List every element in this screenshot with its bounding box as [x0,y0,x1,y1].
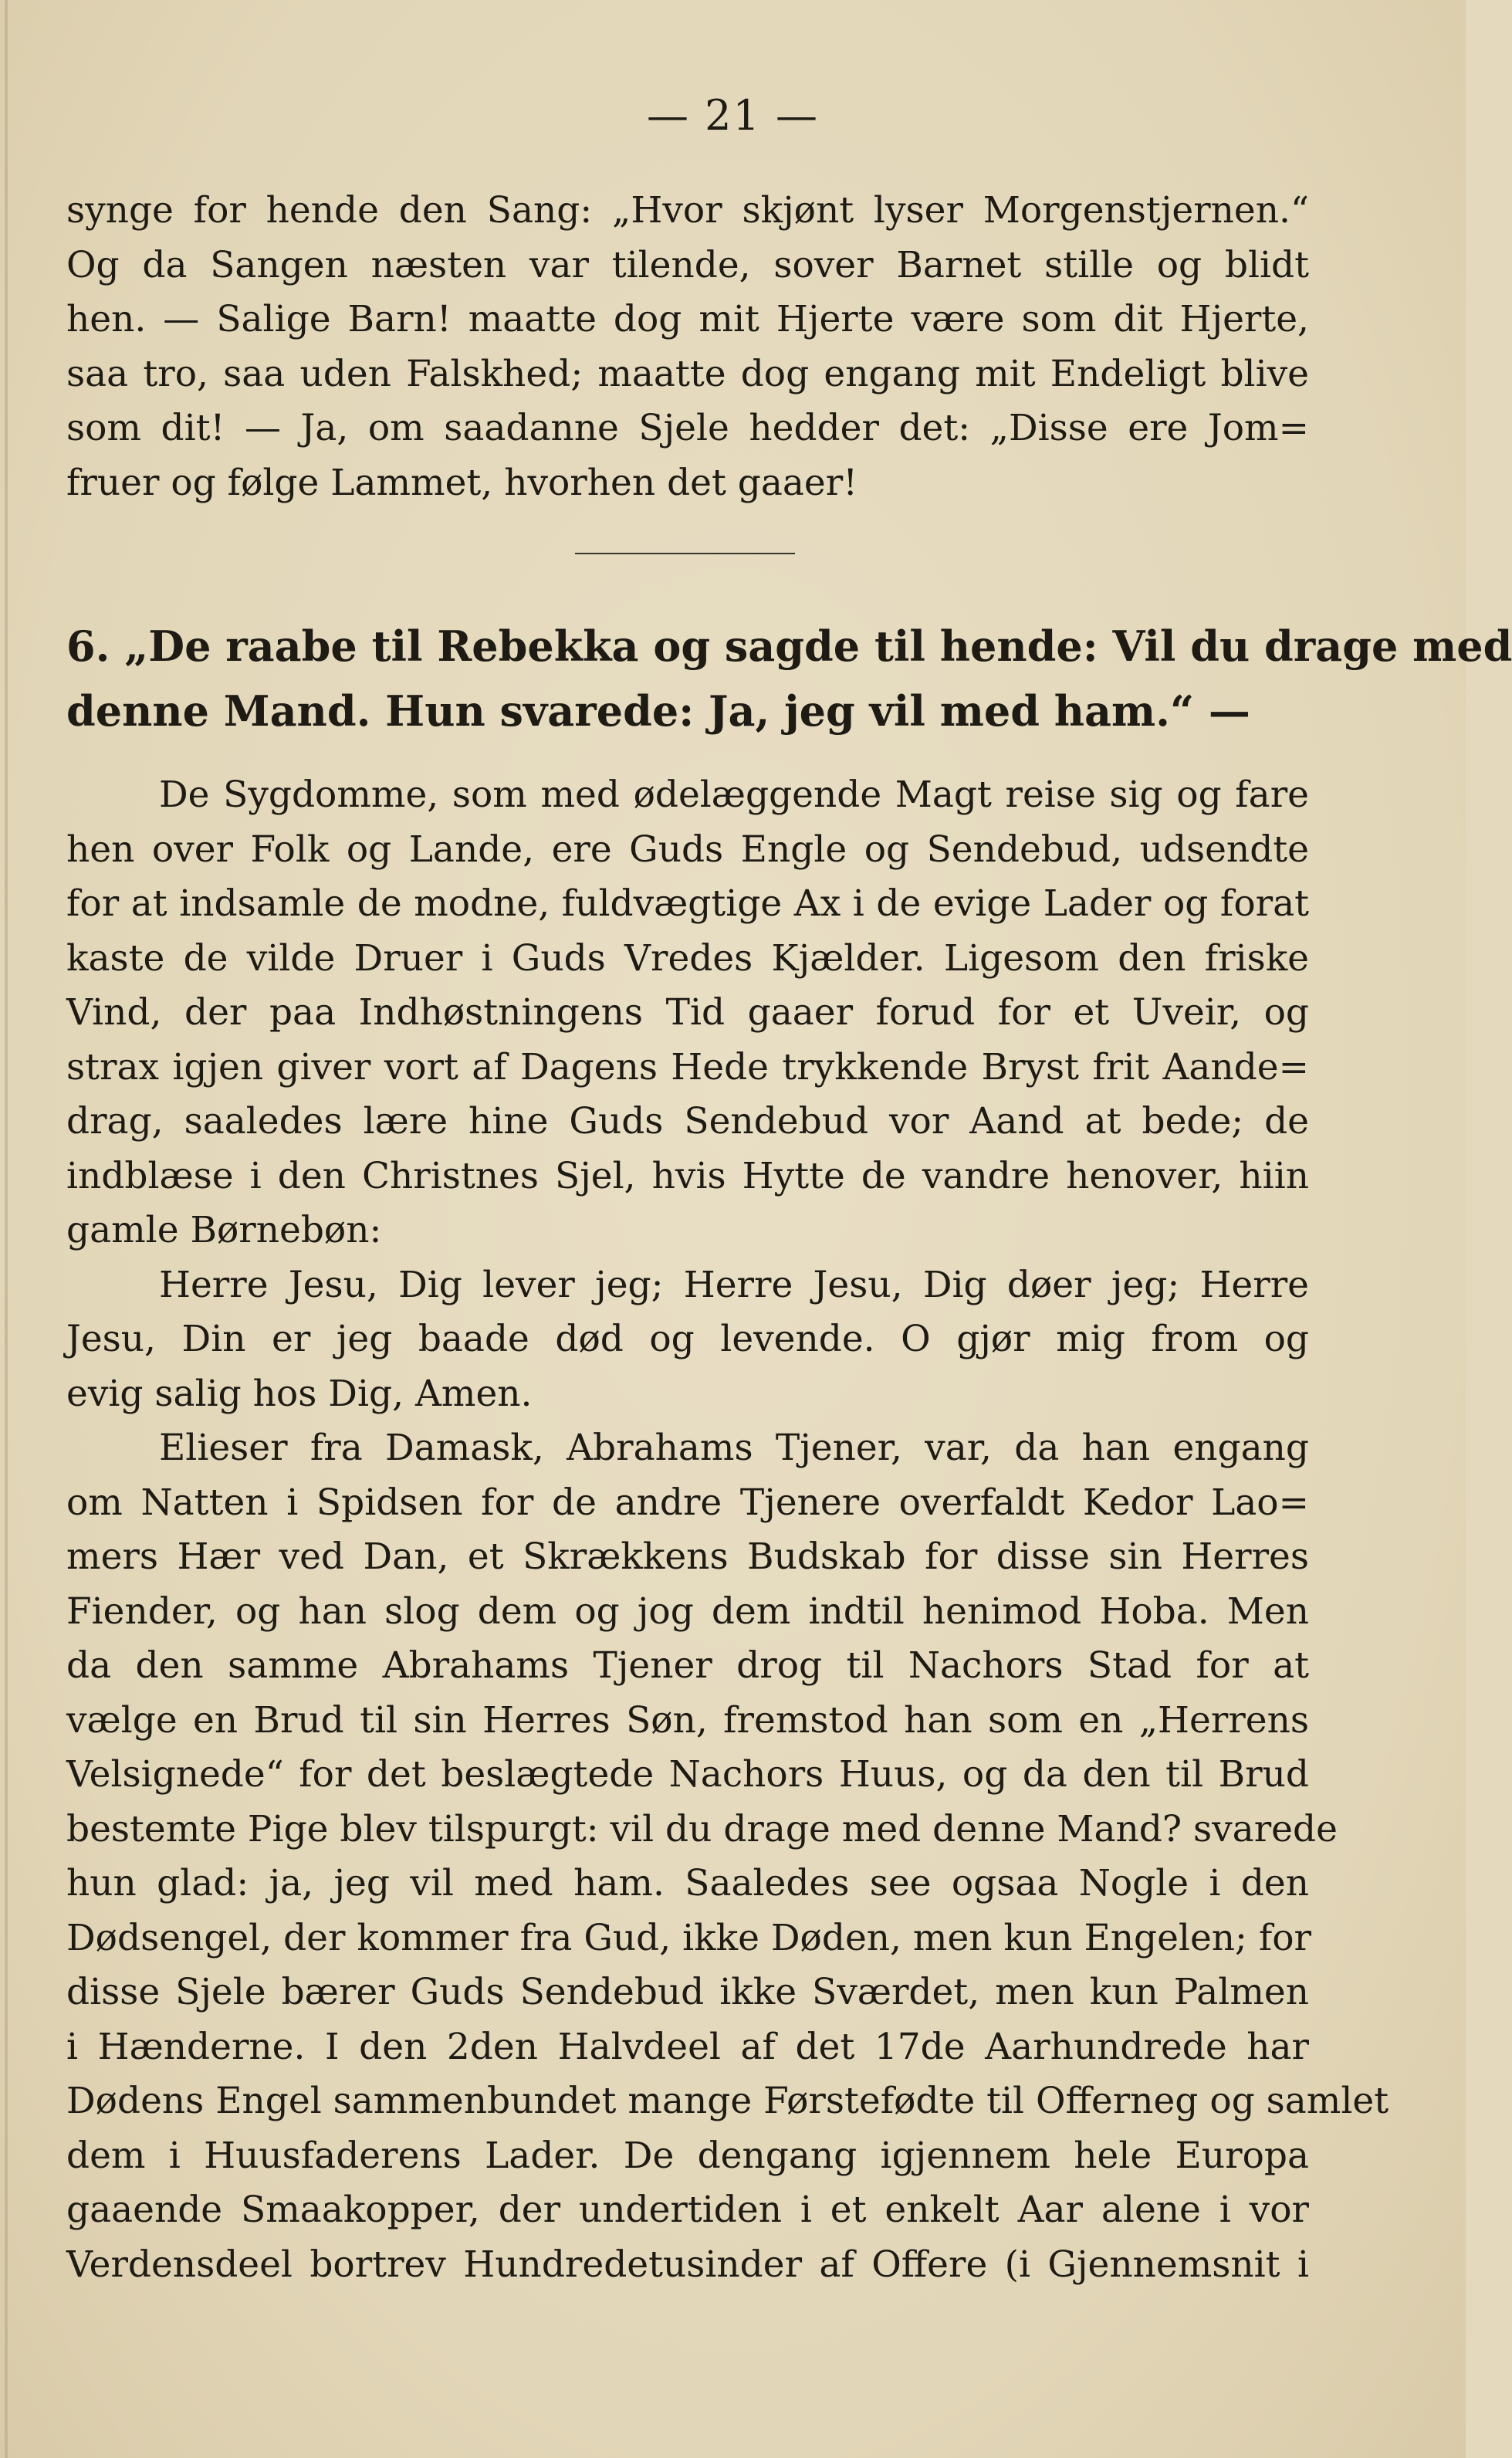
text-line: for at indsamle de modne, fuldvægtige Ax i de evige Lader og forat [66,882,1309,925]
prayer-line: Herre Jesu, Dig lever jeg; Herre Jesu, Dig døer jeg; Herre [159,1263,1309,1306]
text-line: De Sygdomme, som med ødelæggende Magt reise sig og fare [159,774,1309,816]
text-line: disse Sjele bærer Guds Sendebud ikke Sværdet, men kun Palmen [66,1971,1309,2013]
text-line: strax igjen giver vort af Dagens Hede trykkende Bryst frit Aande= [66,1045,1309,1088]
section-number: 6. [66,621,110,671]
text-line: fruer og følge Lammet, hvorhen det gaaer! [66,461,858,504]
text-line: Verdensdeel bortrev Hundredetusinder af Offere (i Gjennemsnit i [66,2243,1309,2286]
text-line: dem i Huusfaderens Lader. De dengang igjennem hele Europa [66,2134,1309,2177]
text-line: som dit! — Ja, om saadanne Sjele hedder det: „Disse ere Jom= [66,407,1309,449]
text-line: indblæse i den Christnes Sjel, hvis Hytte de vandre henover, hiin [66,1154,1309,1197]
section-heading-line-2: denne Mand. Hun svarede: Ja, jeg vil med ham.“ — [66,686,1250,736]
text-line: hen. — Salige Barn! maatte dog mit Hjerte være som dit Hjerte, [66,298,1309,340]
text-line: Og da Sangen næsten var tilende, sover Barnet stille og blidt [66,243,1309,286]
text-line: mers Hær ved Dan, et Skrækkens Budskab for disse sin Herres [66,1535,1309,1578]
page-edge-shadow [5,0,8,2458]
text-line: om Natten i Spidsen for de andre Tjenere overfaldt Kedor Lao= [66,1481,1309,1524]
text-line: Fiender, og han slog dem og jog dem indtil henimod Hoba. Men [66,1590,1309,1633]
text-line: Velsignede“ for det beslægtede Nachors Huus, og da den til Brud [66,1753,1309,1796]
text-line: bestemte Pige blev tilspurgt: vil du drage med denne Mand? svarede [66,1807,1338,1850]
text-line: i Hænderne. I den 2den Halvdeel af det 17de Aarhundrede har [66,2025,1309,2068]
intro-paragraph [66,184,1309,510]
text-line: synge for hende den Sang: „Hvor skjønt lyser Morgenstjernen.“ [66,189,1309,232]
text-line: da den samme Abrahams Tjener drog til Nachors Stad for at [66,1644,1309,1687]
page-number: — 21 — [646,91,820,140]
prayer-line: evig salig hos Dig, Amen. [66,1372,533,1415]
text-line: gaaende Smaakopper, der undertiden i et enkelt Aar alene i vor [66,2189,1309,2231]
text-line: Dødens Engel sammenbundet mange Førstefødte til Offerneg og samlet [66,2080,1389,2122]
text-line: vælge en Brud til sin Herres Søn, fremstod han som en „Herrens [66,1698,1309,1742]
text-line: drag, saaledes lære hine Guds Sendebud vor Aand at bede; de [66,1100,1309,1143]
text-line: gamle Børnebøn: [66,1209,382,1251]
section-heading-line-1: „De raabe til Rebekka og sagde til hende: Vil du drage med [124,621,1512,671]
body-text [66,768,1389,2292]
text-line: saa tro, saa uden Falskhed; maatte dog engang mit Endeligt blive [66,352,1309,395]
text-line: hun glad: ja, jeg vil med ham. Saaledes see ogsaa Nogle i den [66,1862,1309,1904]
text-line: kaste de vilde Druer i Guds Vredes Kjælder. Ligesom den friske [66,936,1309,980]
prayer-line: Jesu, Din er jeg baade død og levende. O gjør mig from og [66,1318,1309,1360]
text-line: Elieser fra Damask, Abrahams Tjener, var, da han engang [159,1427,1309,1469]
text-line: Dødsengel, der kommer fra Gud, ikke Døden, men kun Engelen; for [66,1916,1311,1959]
section-heading [66,614,1512,671]
text-line: Vind, der paa Indhøstningens Tid gaaer forud for et Uveir, og [66,991,1309,1034]
section-divider [575,553,795,554]
text-line: hen over Folk og Lande, ere Guds Engle og Sendebud, udsendte [66,828,1309,871]
